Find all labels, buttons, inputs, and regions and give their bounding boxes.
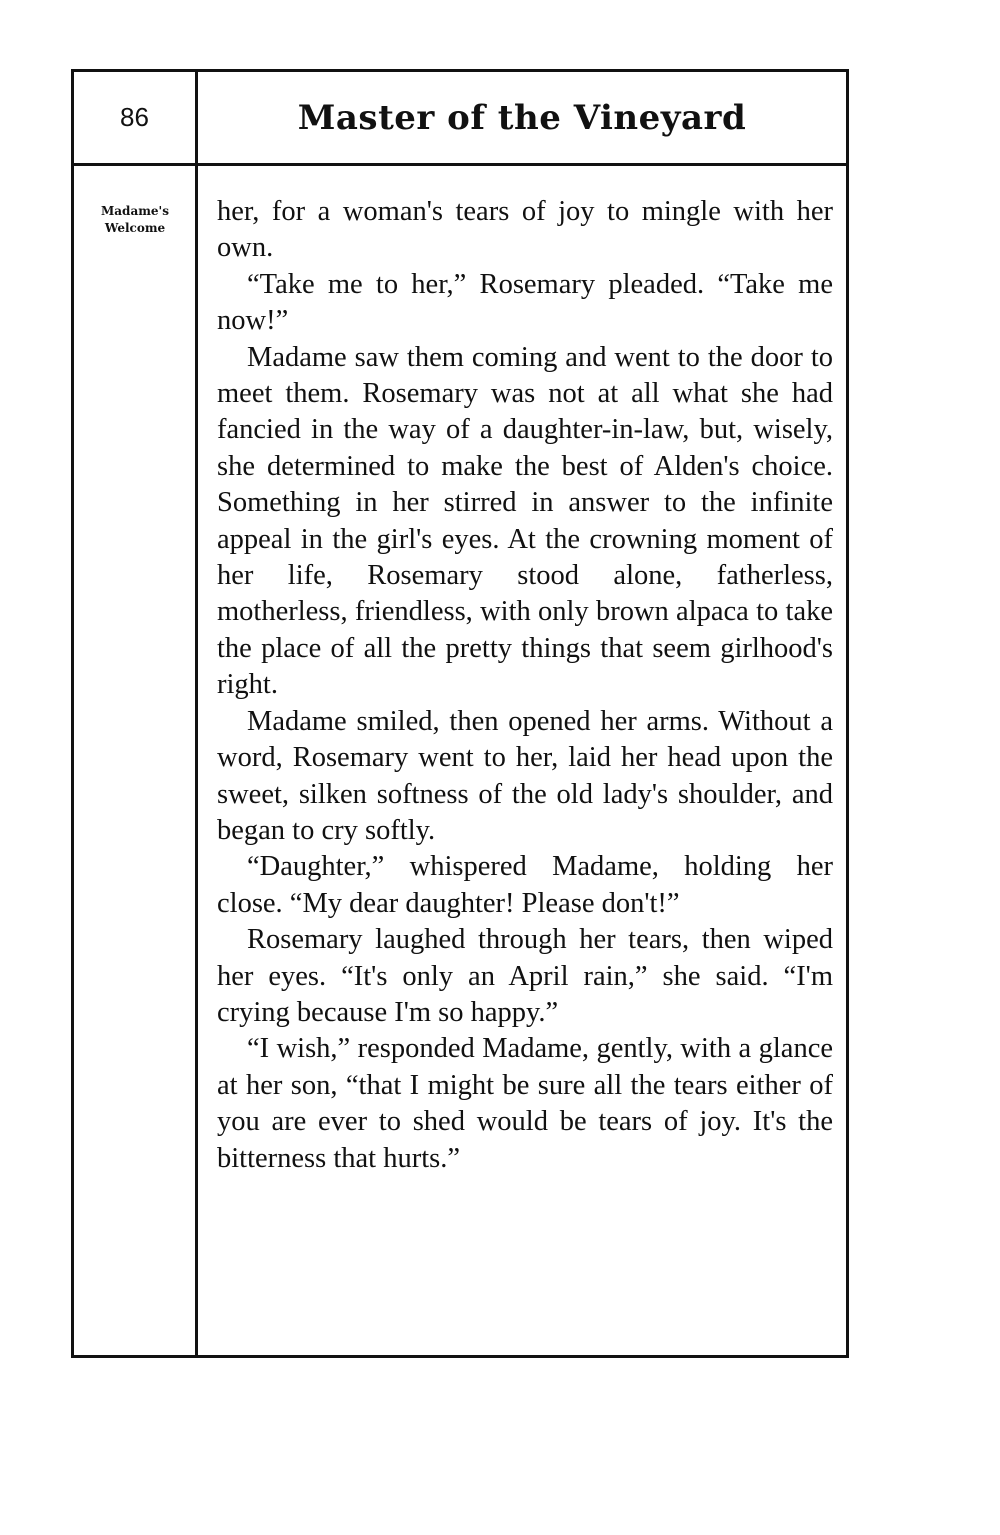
page-frame xyxy=(71,69,849,1358)
page-number: 86 xyxy=(120,102,149,132)
sidenote-line-1: Madame's xyxy=(101,204,169,218)
sidenote-line-2: Welcome xyxy=(104,221,166,235)
paragraph: “Take me to her,” Rosemary pleaded. “Take me now!” xyxy=(217,268,833,337)
paragraph: “I wish,” responded Madame, gently, with a glance at her son, “that I might be sure all the tears either of you are ever to shed would be tears of joy. It's the bitterness that hurts.” xyxy=(217,1033,833,1174)
paragraph: Rosemary laughed through her tears, then wiped her eyes. “It's only an April rain,” she said. “I'm crying because I'm so happy.” xyxy=(217,924,833,1028)
paragraph: Madame saw them coming and went to the door to meet them. Rosemary was not at all what she had fancied in the way of a daughter-in-law, but, wisely, she determined to make the best of Alden's choice. Something in her stirred in answer to the infinite appeal in the girl's eyes. At the crowning moment of her life, Rosemary stood alone, fatherless, motherless, friendless, with only brown alpaca to take the place of all the pretty things that seem girlhood's right. xyxy=(217,341,833,701)
paragraph: “Daughter,” whispered Madame, holding her close. “My dear daughter! Please don't!” xyxy=(217,851,833,919)
running-title: Master of the Vineyard xyxy=(297,98,747,138)
header-divider xyxy=(74,163,846,166)
paragraph: her, for a woman's tears of joy to mingle with her own. xyxy=(217,196,833,264)
margin-sidenote xyxy=(80,203,190,237)
paragraph: Madame smiled, then opened her arms. Without a word, Rosemary went to her, laid her head upon the sweet, silken softness of the old lady's shoulder, and began to cry softly. xyxy=(217,705,833,846)
body-text xyxy=(217,194,833,1177)
margin-divider xyxy=(195,72,198,1355)
